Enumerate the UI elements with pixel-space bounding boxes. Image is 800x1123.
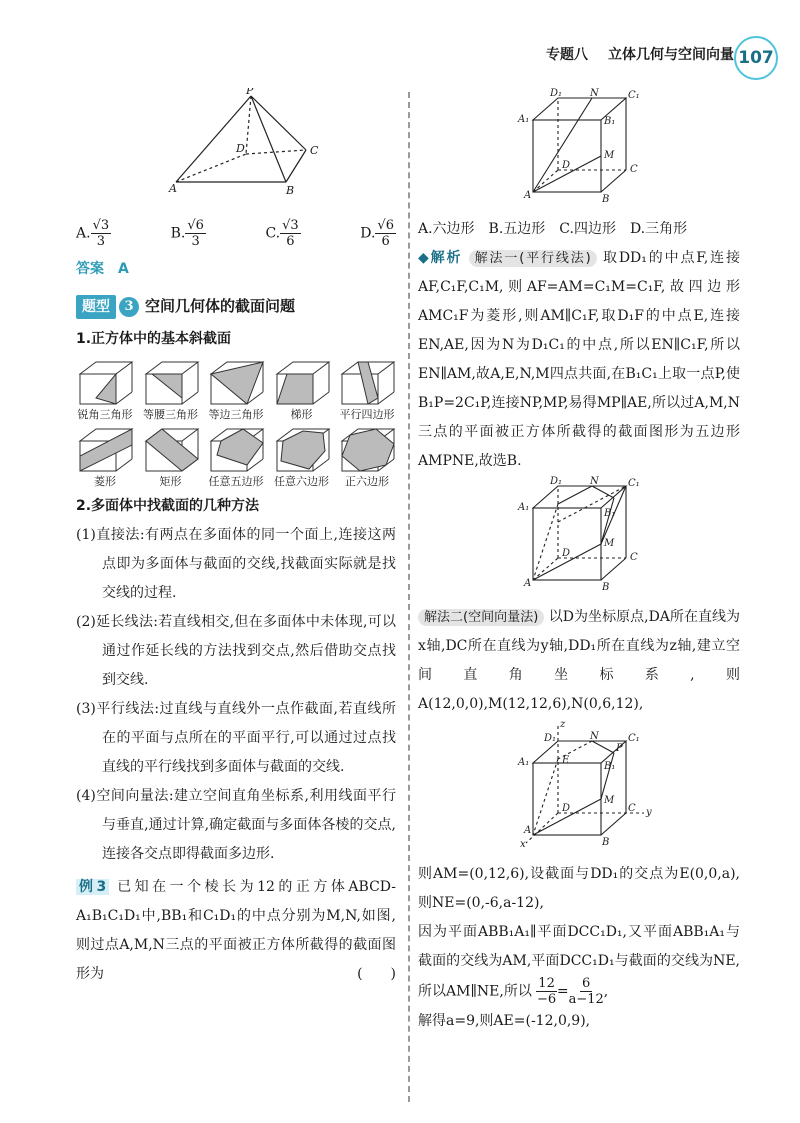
svg-text:D: D bbox=[236, 142, 245, 155]
svg-text:N: N bbox=[590, 88, 599, 99]
cube-row-2 bbox=[76, 425, 396, 488]
analysis-label: ◆解析 bbox=[418, 250, 463, 266]
svg-text:M: M bbox=[604, 150, 615, 161]
svg-text:B: B bbox=[602, 194, 610, 204]
section-heading-2: 2.多面体中找截面的几种方法 bbox=[76, 498, 260, 514]
svg-text:C: C bbox=[310, 144, 319, 157]
svg-text:D: D bbox=[562, 160, 571, 171]
chapter-label: 专题八 bbox=[546, 47, 588, 63]
right-column bbox=[418, 88, 740, 1036]
type-tag: 题型 bbox=[76, 295, 116, 319]
section-heading-1: 1.正方体中的基本斜截面 bbox=[76, 331, 232, 347]
svg-text:C: C bbox=[628, 803, 636, 814]
vector-line-1: 则AM=(0,12,6),设截面与DD₁的交点为E(0,0,a),则NE=(0,-6,a-12), bbox=[418, 866, 740, 911]
svg-text:D: D bbox=[562, 548, 571, 559]
svg-text:A₁: A₁ bbox=[518, 114, 530, 125]
svg-text:A: A bbox=[524, 825, 532, 836]
example-paren: ( ) bbox=[357, 966, 396, 982]
cube-trapezoid: 梯形 bbox=[273, 358, 331, 421]
cube-rhombus: 菱形 bbox=[76, 425, 134, 488]
svg-text:D₁: D₁ bbox=[550, 88, 563, 99]
cube-figure-2 bbox=[418, 476, 740, 592]
cube-acute-triangle: 锐角三角形 bbox=[76, 358, 134, 421]
svg-text:B: B bbox=[286, 184, 295, 197]
cube-figure-3 bbox=[418, 719, 740, 849]
solution-method-2 bbox=[418, 603, 740, 719]
method-1: (1)直接法:有两点在多面体的同一个面上,连接这两点即为多面体与截面的交线,找截面实际就是找交线的过程. bbox=[76, 527, 396, 601]
cube-equilateral-triangle: 等边三角形 bbox=[207, 358, 265, 421]
cube-parallelogram: 平行四边形 bbox=[338, 358, 396, 421]
svg-text:A: A bbox=[524, 578, 532, 589]
svg-text:C₁: C₁ bbox=[628, 733, 640, 744]
cube-pentagon: 任意五边形 bbox=[207, 425, 265, 488]
svg-text:E: E bbox=[562, 755, 570, 766]
option-c: C. $\frac{√3}{6}$ bbox=[265, 217, 299, 249]
svg-text:A: A bbox=[524, 190, 532, 201]
cube-row-1 bbox=[76, 358, 396, 421]
svg-text:B₁: B₁ bbox=[604, 508, 616, 519]
svg-text:D₁: D₁ bbox=[544, 733, 557, 744]
type-heading bbox=[76, 292, 396, 321]
ratio-fraction-2: $\frac{6}{a-12}$ bbox=[568, 976, 604, 1007]
svg-text:A₁: A₁ bbox=[518, 757, 530, 768]
solution-method-1 bbox=[418, 244, 740, 476]
svg-text:N: N bbox=[590, 476, 599, 487]
svg-text:C: C bbox=[630, 552, 638, 563]
svg-text:M: M bbox=[604, 795, 615, 806]
vector-line-2: 因为平面ABB₁A₁∥平面DCC₁D₁,又平面ABB₁A₁与截面的交线为AM,平面DCC₁D₁与截面的交线为NE,所以AM∥NE,所以 $\frac{12}{-6}$ = $\frac{6}{a-12}$ , bbox=[418, 924, 740, 1007]
option-a: A. $\frac{√3}{3}$ bbox=[76, 217, 110, 249]
topic-label: 立体几何与空间向量 bbox=[608, 47, 734, 63]
cube-figure-1 bbox=[418, 88, 740, 204]
svg-text:D: D bbox=[562, 803, 571, 814]
svg-text:C: C bbox=[630, 164, 638, 175]
choices-line: A.六边形 B.五边形 C.四边形 D.三角形 bbox=[418, 221, 688, 237]
option-d: D. $\frac{√6}{6}$ bbox=[360, 217, 394, 249]
svg-text:A: A bbox=[169, 182, 177, 195]
method-2-text: 以D为坐标原点,DA所在直线为x轴,DC所在直线为y轴,DD₁所在直线为z轴,建立空间直角坐标系,则A(12,0,0),M(12,12,6),N(0,6,12), bbox=[418, 609, 740, 712]
cube-regular-hexagon: 正六边形 bbox=[338, 425, 396, 488]
svg-text:M: M bbox=[604, 538, 615, 549]
method-1-text: 取DD₁的中点F,连接AF,C₁F,C₁M,则AF=AM=C₁M=C₁F,故四边形AMC₁F为菱形,则AM∥C₁F,取D₁F的中点E,连接EN,AE,因为N为D₁C₁的中点,所以EN∥C₁F,所以EN∥AM,故A,E,N,M四点共面,在B₁C₁上取一点P,使B₁P=2C₁P,连接NP,MP,易得MP∥AE,所以过A,M,N三点的平面被正方体所截得的截面图形为五边形AMPNE,故选B. bbox=[418, 250, 741, 469]
method-2-label: 解法二(空间向量法) bbox=[418, 609, 544, 626]
running-header bbox=[546, 44, 734, 64]
option-b: B. $\frac{√6}{3}$ bbox=[170, 217, 204, 249]
svg-text:N: N bbox=[590, 731, 599, 742]
cube-hexagon: 任意六边形 bbox=[273, 425, 331, 488]
pyramid-figure bbox=[76, 88, 396, 200]
svg-text:B₁: B₁ bbox=[604, 116, 616, 127]
svg-text:C₁: C₁ bbox=[628, 90, 640, 101]
example-3 bbox=[76, 873, 396, 989]
svg-text:B: B bbox=[602, 582, 610, 592]
method-3: (3)平行线法:过直线与直线外一点作截面,若直线所在的平面与点所在的平面平行,可以通过过点找直线的平行线找到多面体与截面的交线. bbox=[76, 701, 396, 775]
method-1-label: 解法一(平行线法) bbox=[469, 250, 597, 267]
svg-text:B: B bbox=[602, 837, 610, 848]
svg-text:D₁: D₁ bbox=[550, 476, 563, 487]
svg-text:C₁: C₁ bbox=[628, 478, 640, 489]
example-tag: 例3 bbox=[76, 879, 109, 895]
method-2: (2)延长线法:若直线相交,但在多面体中未体现,可以通过作延长线的方法找到交点,然后借助交点找到交线. bbox=[76, 614, 396, 688]
answer-line: 答案 A bbox=[76, 261, 129, 277]
svg-text:A₁: A₁ bbox=[518, 502, 530, 513]
type-number: 3 bbox=[119, 297, 139, 317]
answer-options bbox=[76, 211, 396, 255]
cube-isosceles-triangle: 等腰三角形 bbox=[142, 358, 200, 421]
svg-text:P: P bbox=[246, 88, 254, 97]
ratio-fraction-1: $\frac{12}{-6}$ bbox=[536, 976, 557, 1007]
svg-text:P: P bbox=[616, 743, 623, 754]
svg-text:z: z bbox=[560, 719, 566, 730]
svg-text:y: y bbox=[646, 807, 652, 818]
method-4: (4)空间向量法:建立空间直角坐标系,利用线面平行与垂直,通过计算,确定截面与多面体各棱的交点,连接各交点即得截面多边形. bbox=[76, 788, 396, 862]
column-divider bbox=[408, 92, 410, 1102]
vector-line-3: 解得a=9,则AE=(-12,0,9), bbox=[418, 1013, 591, 1029]
cube-rectangle: 矩形 bbox=[142, 425, 200, 488]
type-title: 空间几何体的截面问题 bbox=[145, 297, 296, 315]
page-number: 107 bbox=[734, 36, 778, 80]
svg-text:x: x bbox=[520, 839, 526, 849]
svg-text:B₁: B₁ bbox=[604, 761, 616, 772]
example-text: 已知在一个棱长为12的正方体ABCD-A₁B₁C₁D₁中,BB₁和C₁D₁的中点分别为M,N,如图,则过点A,M,N三点的平面被正方体所截得的截面图形为 bbox=[76, 879, 396, 982]
left-column bbox=[76, 88, 396, 989]
